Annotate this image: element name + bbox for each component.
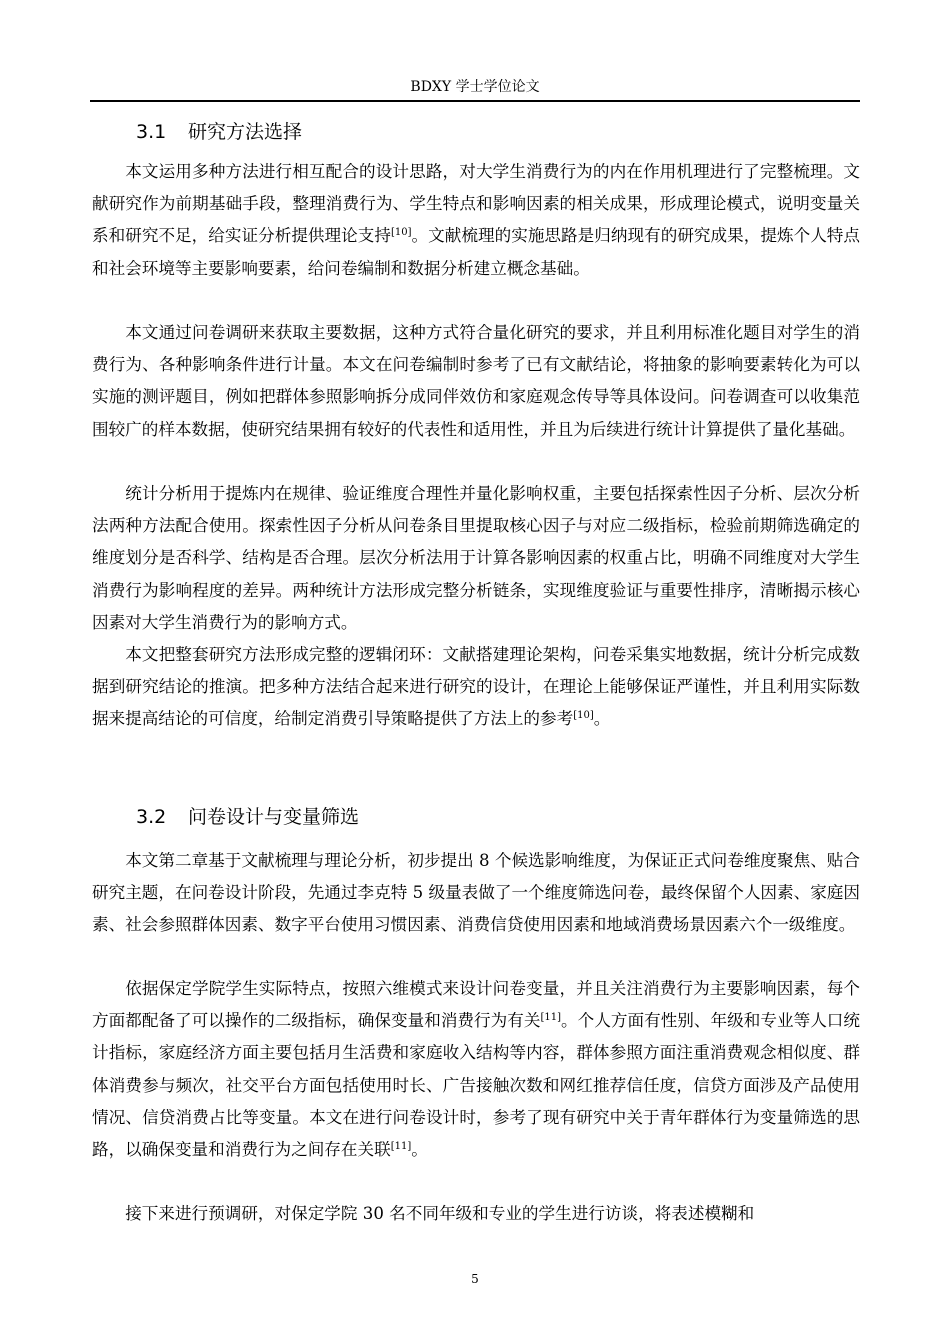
paragraph-text: 。个人方面有性别、年级和专业等人口统计指标，家庭经济方面主要包括月生活费和家庭收入结构等内容，群体参照方面注重消费观念相似度、群体消费参与频次，社交平台方面包括使用时长、广告接触次数和网红推荐信任度，信贷方面涉及产品使用情况、信贷消费占比等变量。本文在进行问卷设计时，参考了现有研究中关于青年群体行为变量筛选的思路，以确保变量和消费行为之间存在关联 — [92, 1011, 861, 1160]
section-title: 研究方法选择 — [188, 121, 303, 143]
citation: [10] — [573, 710, 594, 722]
paragraph-text: 本文把整套研究方法形成完整的逻辑闭环：文献搭建理论架构，问卷采集实地数据，统计分析完成数据到研究结论的推演。把多种方法结合起来进行研究的设计，在理论上能够保证严谨性，并且利用实际数据来提高结论的可信度，给制定消费引导策略提供了方法上的参考 — [92, 645, 860, 729]
paragraph-3-1-4 — [92, 639, 860, 736]
page-number: 5 — [471, 1272, 479, 1286]
citation: [11] — [390, 1141, 412, 1153]
paragraph-3-2-2 — [92, 973, 860, 1166]
paragraph-text: 依据保定学院学生实际特点，按照六维模式来设计问卷变量，并且关注消费行为主要影响因素，每个方面都配备了可以操作的二级指标，确保变量和消费行为有关 — [92, 979, 860, 1031]
header-rule — [90, 100, 860, 102]
section-number: 3.2 — [136, 806, 167, 828]
paragraph-3-1-2: 本文通过问卷调研来获取主要数据，这种方式符合量化研究的要求，并且利用标准化题目对学生的消费行为、各种影响条件进行计量。本文在问卷编制时参考了已有文献结论，将抽象的影响要素转化为可以实施的测评题目，例如把群体参照影响拆分成同伴效仿和家庭观念传导等具体设问。问卷调查可以收集范围较广的样本数据，使研究结果拥有较好的代表性和适用性，并且为后续进行统计计算提供了量化基础。 — [92, 323, 860, 439]
section-heading-3-2 — [136, 805, 359, 829]
paragraph-3-1-1 — [92, 156, 860, 285]
paragraph-3-1-3: 统计分析用于提炼内在规律、验证维度合理性并量化影响权重，主要包括探索性因子分析、层次分析法两种方法配合使用。探索性因子分析从问卷条目里提取核心因子与对应二级指标，检验前期筛选确定的维度划分是否科学、结构是否合理。层次分析法用于计算各影响因素的权重占比，明确不同维度对大学生消费行为影响程度的差异。两种统计方法形成完整分析链条，实现维度验证与重要性排序，清晰揭示核心因素对大学生消费行为的影响方式。 — [92, 484, 860, 632]
section-number: 3.1 — [136, 121, 167, 143]
paragraph-text: 。 — [593, 709, 611, 729]
paragraph-text: 。 — [411, 1140, 428, 1160]
paragraph-text: 。文献梳理的实施思路是归纳现有的研究成果，提炼个人特点和社会环境等主要影响要素，给问卷编制和数据分析建立概念基础。 — [92, 226, 861, 278]
running-header: BDXY 学士学位论文 — [410, 79, 540, 95]
section-heading-3-1 — [136, 120, 302, 144]
citation: [11] — [540, 1012, 562, 1024]
paragraph-text: 本文运用多种方法进行相互配合的设计思路，对大学生消费行为的内在作用机理进行了完整梳理。文献研究作为前期基础手段，整理消费行为、学生特点和影响因素的相关成果，形成理论模式，说明变量关系和研究不足，给实证分析提供理论支持 — [92, 162, 860, 246]
paragraph-3-2-3: 接下来进行预调研，对保定学院 30 名不同年级和专业的学生进行访谈，将表述模糊和 — [125, 1204, 755, 1223]
section-title: 问卷设计与变量筛选 — [188, 806, 360, 828]
citation: [10] — [391, 227, 412, 239]
paragraph-3-2-1: 本文第二章基于文献梳理与理论分析，初步提出 8 个候选影响维度，为保证正式问卷维度聚焦、贴合研究主题，在问卷设计阶段，先通过李克特 5 级量表做了一个维度筛选问卷，最终保留个人因素、家庭因素、社会参照群体因素、数字平台使用习惯因素、消费信贷使用因素和地域消费场景因素六个一级维度。 — [92, 851, 860, 935]
